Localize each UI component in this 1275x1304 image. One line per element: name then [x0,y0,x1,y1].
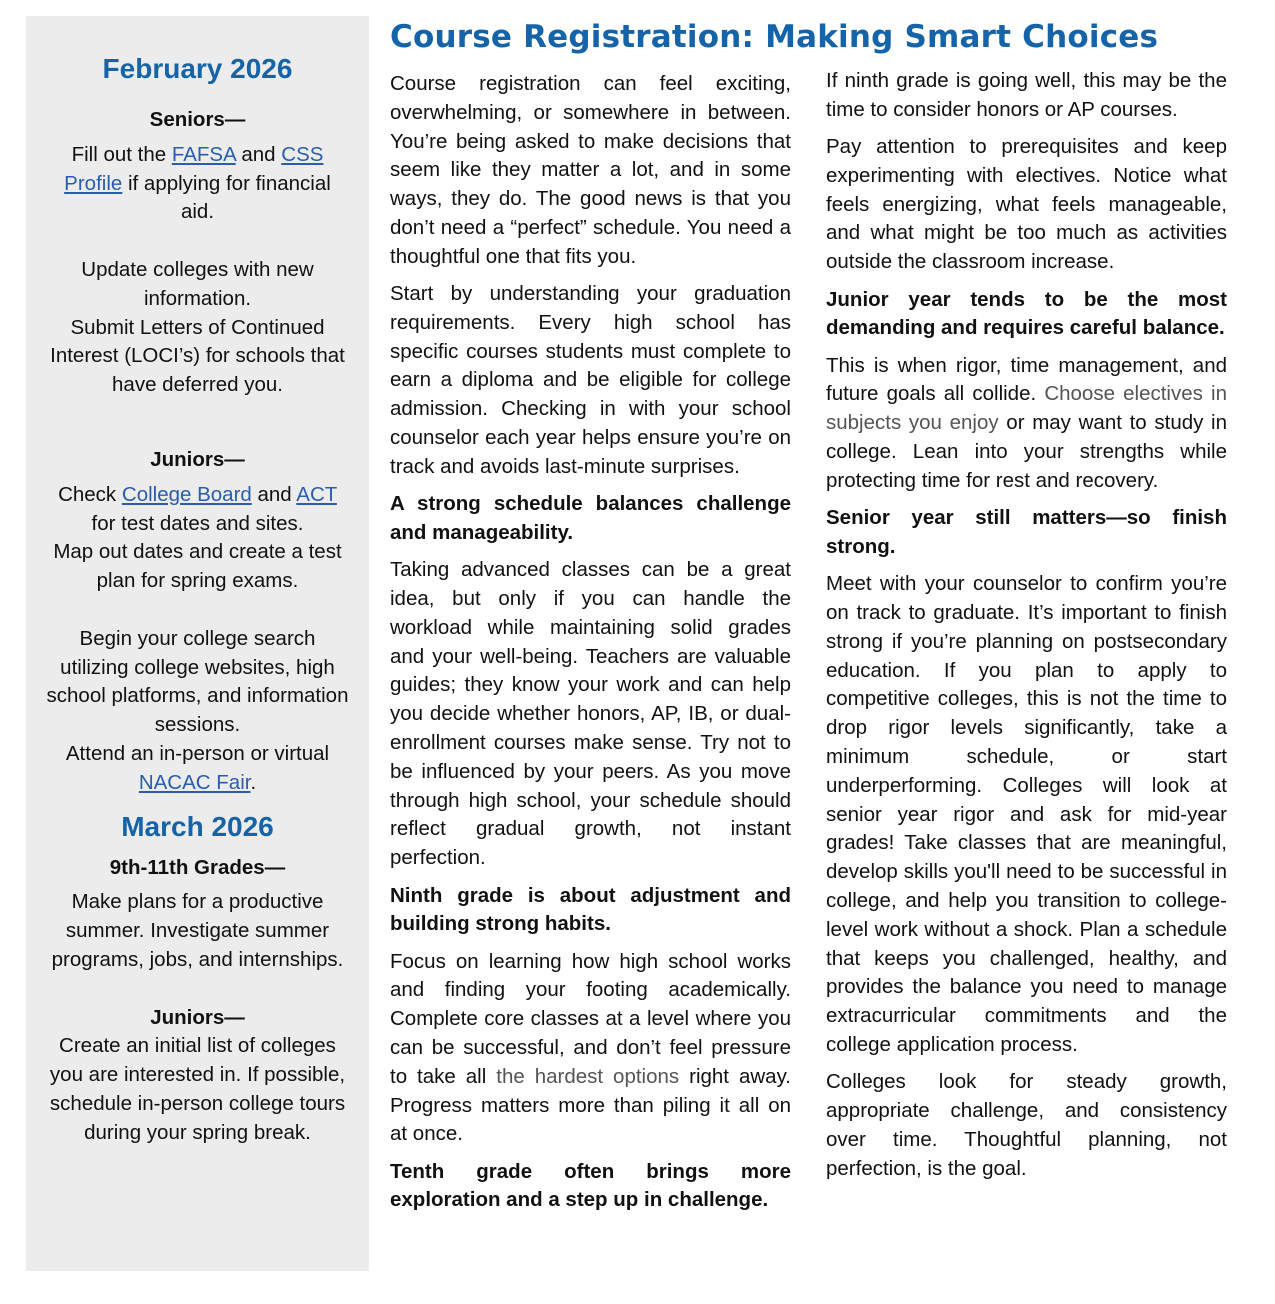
text-fragment: if applying for financial aid. [122,171,331,224]
text-fragment: and [235,142,282,166]
text-fragment: Check [58,482,122,506]
group-label-seniors: Seniors— [149,108,246,131]
seniors-loci-text: Submit Letters of Continued Interest (LOCI’s) for schools that have deferred you. [50,315,345,397]
article-column-2 [826,67,1227,1192]
group-label-juniors: Juniors— [150,447,245,471]
month-title-february: February 2026 [102,53,293,84]
junior-year-paragraph [826,352,1227,496]
muted-text: the hardest options [496,1064,680,1088]
spacer [46,975,349,1004]
section-heading-balance: A strong schedule balances challenge and manageability. [390,492,791,544]
section-heading-senior-year: Senior year still matters—so finish strong. [826,506,1227,558]
grades-summer-plans-text: Make plans for a productive summer. Investigate summer programs, jobs, and internships. [51,890,344,971]
text-fragment: and [251,482,297,506]
month-title-march: March 2026 [121,810,274,842]
css-profile-link[interactable]: CSS Profile [64,142,324,195]
spacer [46,400,349,446]
nacac-fair-link[interactable]: NACAC Fair [138,770,251,794]
college-board-link[interactable]: College Board [121,482,252,506]
act-link[interactable]: ACT [296,482,337,506]
graduation-requirements-paragraph: Start by understanding your graduation requirements. Every high school has specific courses students must complete to earn a diploma and be eligible for college admission. Checking in with your school counselor each year helps ensure you’re on track and avoids last-minute surprises. [390,282,791,478]
advanced-classes-paragraph: Taking advanced classes can be a great idea, but only if you can handle the workload while maintaining solid grades and your well-being. Teachers are valuable guides; they know your work and can help you decide whether honors, AP, IB, or dual-enrollment courses make sense. Try not to be influenced by your peers. As you move through high school, your schedule should reflect gradual growth, not instant perfection. [390,558,791,870]
prerequisites-paragraph: Pay attention to prerequisites and keep experimenting with electives. Notice what feels energizing, what feels manageable, and what might be too much as activities outside the classroom increase. [826,135,1227,274]
closing-paragraph: Colleges look for steady growth, appropriate challenge, and consistency over time. Thoughtful planning, not perfection, is the goal. [826,1070,1227,1180]
senior-year-paragraph: Meet with your counselor to confirm you’re on track to graduate. It’s important to finish strong if you’re planning on postsecondary education. If you plan to apply to competitive colleges, this is not the time to drop rigor levels significantly, take a minimum schedule, or start underperforming. Colleges will look at senior year rigor and ask for mid-year grades! Take classes that are meaningful, develop skills you'll need to be successful in college, and help you transition to college-level work without a shock. Plan a schedule that keeps you challenged, healthy, and provides the balance you need to manage extracurricular commitments and the college application process. [826,572,1227,1056]
juniors-test-dates-text [46,481,349,539]
section-heading-tenth-grade: Tenth grade often brings more exploration and a step up in challenge. [390,1159,791,1212]
text-fragment: Attend an in-person or virtual [65,741,330,765]
text-fragment: for test dates and sites. [91,511,304,535]
seniors-financial-aid-text [46,141,349,227]
juniors-college-list-text: Create an initial list of colleges you are interested in. If possible, schedule in-person college tours during your spring break. [49,1034,346,1144]
tenth-grade-paragraph: If ninth grade is going well, this may be the time to consider honors or AP courses. [826,69,1227,121]
seniors-update-colleges-text: Update colleges with new information. [81,257,314,310]
juniors-test-plan-text: Map out dates and create a test plan for spring exams. [53,540,342,593]
section-heading-junior-year: Junior year tends to be the most demanding and requires careful balance. [826,287,1227,340]
article-column-1 [390,70,791,1224]
section-heading-ninth-grade: Ninth grade is about adjustment and building strong habits. [390,883,791,936]
text-fragment: This is when rigor, time management, and future goals all collide. [826,353,1227,406]
juniors-nacac-text [46,740,349,798]
text-fragment: Focus on learning how high school works and finding your footing academically. Complete core classes at a level where you can be successful, and don’t feel pressure to take all [390,949,791,1088]
juniors-college-search-text: Begin your college search utilizing college websites, high school platforms, and information sessions. [46,626,349,737]
group-label-9th-11th-grades: 9th-11th Grades— [109,855,286,879]
spacer [46,596,349,625]
spacer [46,227,349,256]
article-title: Course Registration: Making Smart Choices [390,19,1159,55]
group-label-juniors-march: Juniors— [150,1005,245,1029]
intro-paragraph: Course registration can feel exciting, overwhelming, or somewhere in between. You’re being asked to make decisions that seem like they matter a lot, and in some ways, they do. The good news is that you don’t need a “perfect” schedule. You need a thoughtful one that fits you. [390,72,791,268]
text-fragment: . [250,770,257,794]
ninth-grade-paragraph [390,948,791,1150]
fafsa-link[interactable]: FAFSA [171,142,236,166]
text-fragment: right away. Progress matters more than piling it all on at once. [390,1064,791,1146]
text-fragment: or may want to study in college. Lean into your strengths while protecting time for rest and recovery. [826,411,1228,492]
calendar-sidebar [26,16,369,1271]
muted-text: Choose electives in subjects you enjoy [826,382,1227,435]
text-fragment: Fill out the [71,142,172,166]
